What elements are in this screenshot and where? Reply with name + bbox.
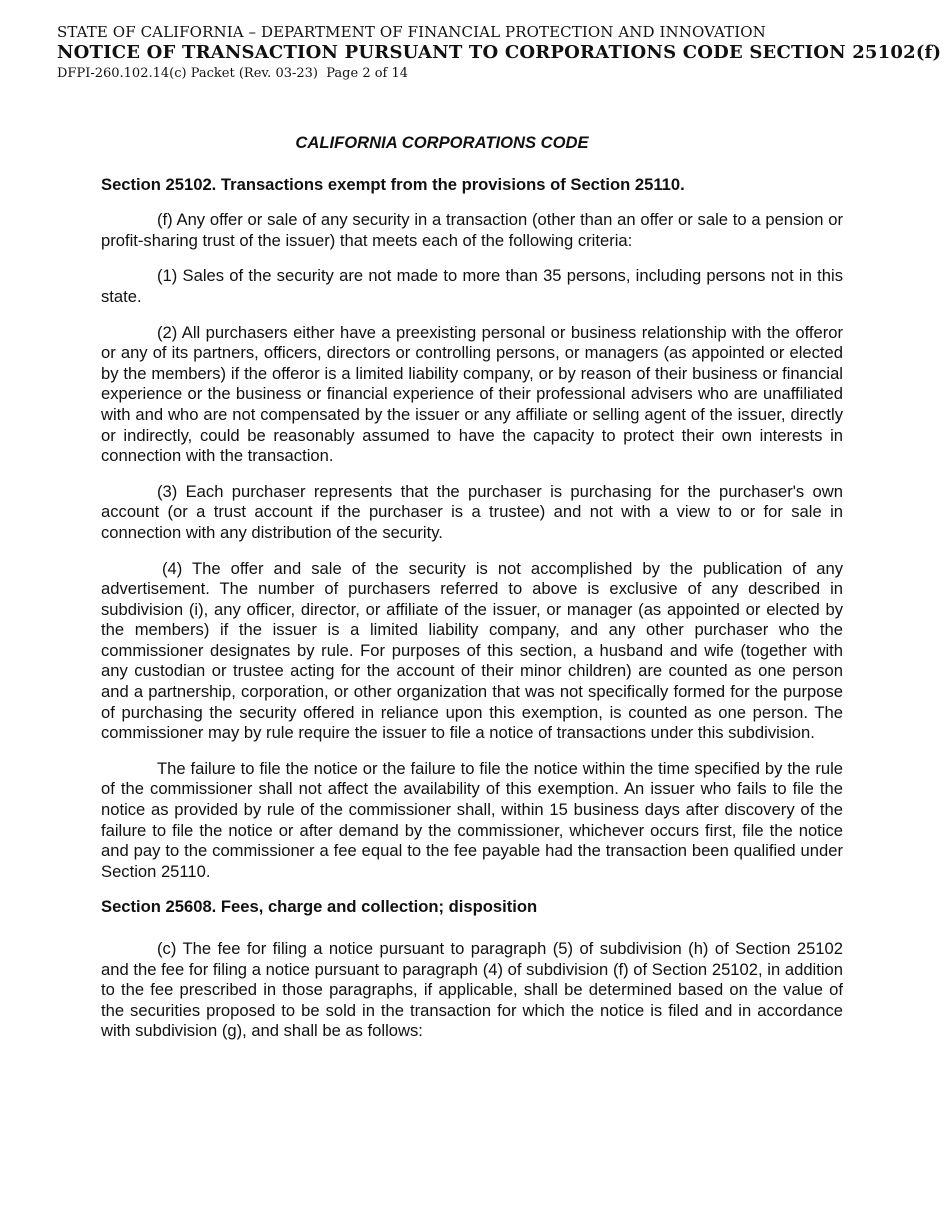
form-title: NOTICE OF TRANSACTION PURSUANT TO CORPORATIONS CODE SECTION 25102(f)	[57, 42, 942, 63]
form-id-line	[57, 64, 910, 84]
paragraph-4: (4) The offer and sale of the security is not accomplished by the publication of any advertisement. The number of purchasers referred to above is exclusive of any described in subdivision (i), any officer, director, or affiliate of the issuer, or manager (as appointed or elected by the members) if the issuer is a limited liability company, and any other purchaser who the commissioner designates by rule. For purposes of this section, a husband and wife (together with any custodian or trustee acting for the account of their minor children) are counted as one person and a partnership, corporation, or other organization that was not specifically formed for the purpose of purchasing the security offered in reliance upon this exemption, is counted as one person. The commissioner may by rule require the issuer to file a notice of transactions under this subdivision.	[101, 558, 843, 743]
paragraph-failure-to-file: The failure to file the notice or the failure to file the notice within the time specified by the rule of the commissioner shall not affect the availability of this exemption. An issuer who fails to file the notice as provided by rule of the commissioner shall, within 15 business days after discovery of the failure to file the notice or after demand by the commissioner, whichever occurs first, file the notice and pay to the commissioner a fee equal to the fee payable had the transaction been qualified under Section 25110.	[101, 758, 843, 881]
paragraph-1: (1) Sales of the security are not made to more than 35 persons, including persons not in this state.	[101, 266, 843, 306]
section-25102-heading: Section 25102. Transactions exempt from the provisions of Section 25110.	[101, 174, 685, 194]
page-header	[57, 22, 942, 84]
paragraph-f: (f) Any offer or sale of any security in a transaction (other than an offer or sale to a pension or profit-sharing trust of the issuer) that meets each of the following criteria:	[101, 210, 843, 250]
form-id: DFPI-260.102.14(c) Packet (Rev. 03-23)	[57, 66, 318, 81]
agency-name: STATE OF CALIFORNIA – DEPARTMENT OF FINANCIAL PROTECTION AND INNOVATION	[57, 23, 766, 41]
document-body	[101, 133, 843, 1057]
paragraph-3: (3) Each purchaser represents that the purchaser is purchasing for the purchaser's own account (or a trust account if the purchaser is a trustee) and not with a view to or for sale in connection with any distribution of the security.	[101, 481, 843, 542]
document-title: CALIFORNIA CORPORATIONS CODE	[295, 133, 589, 152]
paragraph-2: (2) All purchasers either have a preexisting personal or business relationship with the offeror or any of its partners, officers, directors or controlling persons, or managers (as appointed or elected by the members) if the offeror is a limited liability company, or by reason of their business or financial experience or the business or financial experience of their professional advisers who are unaffiliated with and who are not compensated by the issuer or any affiliate or selling agent of the issuer, directly or indirectly, could be reasonably assumed to have the capacity to protect their own interests in connection with the transaction.	[101, 322, 843, 466]
page-number: Page 2 of 14	[326, 66, 409, 81]
paragraph-c: (c) The fee for filing a notice pursuant to paragraph (5) of subdivision (h) of Section 25102 and the fee for filing a notice pursuant to paragraph (4) of subdivision (f) of Section 25102, in addition to the fee prescribed in those paragraphs, if applicable, shall be determined based on the value of the securities proposed to be sold in the transaction for which the notice is filed and in accordance with subdivision (g), and shall be as follows:	[101, 939, 843, 1041]
section-25608-heading: Section 25608. Fees, charge and collection; disposition	[101, 897, 538, 917]
